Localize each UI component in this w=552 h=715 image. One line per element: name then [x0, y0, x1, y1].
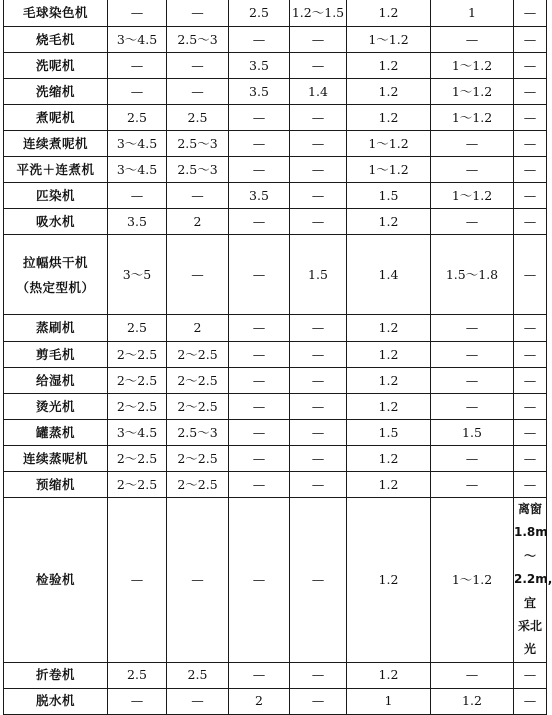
machine-name-cell: 剪毛机 — [4, 342, 108, 368]
table-row — [4, 342, 547, 368]
value-cell: 2.5 — [229, 0, 290, 27]
machine-name-cell: 脱水机 — [4, 688, 108, 714]
value-cell: — — [290, 446, 347, 472]
value-cell: 1～1.2 — [347, 131, 431, 157]
table-row — [4, 394, 547, 420]
value-cell: — — [290, 105, 347, 131]
value-cell: 3.5 — [229, 53, 290, 79]
value-cell: 2.5～3 — [167, 420, 229, 446]
value-cell: 1.2 — [347, 315, 431, 342]
table-row — [4, 235, 547, 315]
value-cell: — — [514, 394, 547, 420]
table-row — [4, 498, 547, 663]
value-cell: — — [514, 662, 547, 688]
value-cell: — — [290, 498, 347, 663]
value-cell: — — [431, 131, 514, 157]
value-cell: 3～5 — [108, 235, 167, 315]
value-cell: — — [229, 662, 290, 688]
value-cell: — — [167, 79, 229, 105]
value-cell: 1.2 — [347, 53, 431, 79]
value-cell: — — [290, 131, 347, 157]
value-cell: — — [514, 131, 547, 157]
table-row — [4, 53, 547, 79]
machine-spacing-table — [3, 0, 552, 715]
table-row — [4, 688, 547, 714]
machine-name-cell: 平洗＋连煮机 — [4, 157, 108, 183]
value-cell: 2.5 — [167, 105, 229, 131]
value-cell: 1～1.2 — [431, 53, 514, 79]
value-cell: 1.2 — [347, 79, 431, 105]
machine-name-cell: 毛球染色机 — [4, 0, 108, 27]
machine-name-cell: 给湿机 — [4, 368, 108, 394]
value-cell: 1～1.2 — [431, 105, 514, 131]
value-cell: 1.2 — [347, 105, 431, 131]
table-row — [4, 368, 547, 394]
value-cell: 1～1.2 — [347, 157, 431, 183]
value-cell: — — [167, 0, 229, 27]
value-cell: 1～1.2 — [431, 79, 514, 105]
value-cell: — — [229, 235, 290, 315]
machine-name-cell: 蒸刷机 — [4, 315, 108, 342]
value-cell: 1.5～1.8 — [431, 235, 514, 315]
value-cell: 2.5 — [108, 105, 167, 131]
machine-name-cell: 烫光机 — [4, 394, 108, 420]
value-cell: 3.5 — [108, 209, 167, 235]
table-row — [4, 0, 547, 27]
value-cell: 1.2 — [347, 394, 431, 420]
value-cell: 2.5 — [108, 662, 167, 688]
value-cell: — — [514, 79, 547, 105]
value-cell: 3～4.5 — [108, 420, 167, 446]
value-cell: — — [290, 183, 347, 209]
value-cell: — — [229, 131, 290, 157]
machine-name-line: （热定型机） — [16, 279, 95, 295]
table-row — [4, 315, 547, 342]
value-cell: 1.5 — [347, 183, 431, 209]
table-row — [4, 27, 547, 53]
value-cell: — — [229, 368, 290, 394]
value-cell: — — [431, 662, 514, 688]
value-cell: 1.2 — [347, 472, 431, 498]
value-cell: — — [290, 157, 347, 183]
value-cell: 2～2.5 — [167, 342, 229, 368]
value-cell: — — [514, 53, 547, 79]
machine-name-cell — [4, 235, 108, 315]
table-row — [4, 209, 547, 235]
value-cell: — — [290, 472, 347, 498]
table-row — [4, 446, 547, 472]
value-cell: 2.5 — [167, 662, 229, 688]
value-cell: — — [108, 498, 167, 663]
value-cell: 2.5 — [108, 315, 167, 342]
value-cell: 2～2.5 — [108, 394, 167, 420]
value-cell: 2～2.5 — [167, 368, 229, 394]
value-cell: 1 — [431, 0, 514, 27]
value-cell: 3.5 — [229, 79, 290, 105]
value-cell: — — [514, 688, 547, 714]
machine-name-cell: 洗缩机 — [4, 79, 108, 105]
value-cell: 2.5～3 — [167, 157, 229, 183]
value-cell: 1.4 — [347, 235, 431, 315]
machine-name-cell: 预缩机 — [4, 472, 108, 498]
value-cell: 2 — [229, 688, 290, 714]
value-cell: 3～4.5 — [108, 157, 167, 183]
value-cell: — — [290, 688, 347, 714]
value-cell: 1～1.2 — [431, 498, 514, 663]
value-cell: 1.2 — [347, 0, 431, 27]
value-cell: 1.2 — [347, 209, 431, 235]
value-cell: — — [290, 662, 347, 688]
table-row — [4, 131, 547, 157]
value-cell: — — [108, 53, 167, 79]
value-cell: — — [167, 498, 229, 663]
value-cell: 2 — [167, 315, 229, 342]
value-cell: — — [431, 342, 514, 368]
value-cell: — — [167, 235, 229, 315]
table-row — [4, 79, 547, 105]
value-cell: — — [290, 420, 347, 446]
value-cell: — — [514, 105, 547, 131]
machine-name-cell: 煮呢机 — [4, 105, 108, 131]
machine-name-cell: 烧毛机 — [4, 27, 108, 53]
value-cell: — — [108, 79, 167, 105]
value-cell: — — [431, 368, 514, 394]
value-cell: — — [290, 368, 347, 394]
note-line: 离窗 — [517, 502, 542, 516]
machine-name-cell: 检验机 — [4, 498, 108, 663]
value-cell: — — [431, 315, 514, 342]
value-cell: 1.5 — [431, 420, 514, 446]
value-cell: 3～4.5 — [108, 131, 167, 157]
value-cell: — — [431, 157, 514, 183]
value-cell: — — [108, 183, 167, 209]
note-line: 1.8m～ — [514, 525, 548, 563]
value-cell: — — [290, 27, 347, 53]
note-line: 采北光 — [517, 618, 542, 657]
value-cell: — — [167, 183, 229, 209]
value-cell: — — [229, 105, 290, 131]
table-row — [4, 420, 547, 446]
value-cell: — — [290, 209, 347, 235]
value-cell: — — [514, 183, 547, 209]
value-cell: — — [514, 472, 547, 498]
value-cell: — — [514, 315, 547, 342]
value-cell: 1～1.2 — [431, 183, 514, 209]
value-cell: — — [229, 472, 290, 498]
value-cell: — — [290, 315, 347, 342]
value-cell: 1.2 — [431, 688, 514, 714]
value-cell: — — [514, 235, 547, 315]
value-cell: 1～1.2 — [347, 27, 431, 53]
value-cell: 1.2 — [347, 498, 431, 663]
value-cell: — — [514, 446, 547, 472]
table-row — [4, 157, 547, 183]
value-cell: 1.5 — [347, 420, 431, 446]
value-cell: 2～2.5 — [167, 446, 229, 472]
value-cell: 2.5～3 — [167, 27, 229, 53]
machine-name-cell: 折卷机 — [4, 662, 108, 688]
value-cell: — — [431, 472, 514, 498]
value-cell: 2～2.5 — [108, 472, 167, 498]
value-cell: — — [229, 446, 290, 472]
value-cell: — — [514, 420, 547, 446]
table-row — [4, 183, 547, 209]
value-cell: — — [108, 688, 167, 714]
value-cell: — — [229, 342, 290, 368]
value-cell: — — [108, 0, 167, 27]
value-cell: — — [229, 157, 290, 183]
machine-name-cell: 洗呢机 — [4, 53, 108, 79]
value-cell: 1.2～1.5 — [290, 0, 347, 27]
value-cell: 2～2.5 — [167, 394, 229, 420]
value-cell: — — [290, 342, 347, 368]
machine-name-cell: 吸水机 — [4, 209, 108, 235]
window-distance-note — [514, 498, 552, 663]
value-cell: 2～2.5 — [108, 446, 167, 472]
value-cell: — — [167, 53, 229, 79]
value-cell: 2～2.5 — [167, 472, 229, 498]
value-cell: — — [229, 394, 290, 420]
note-line: 2.2m,宜 — [514, 572, 552, 610]
value-cell: — — [229, 27, 290, 53]
table-row — [4, 105, 547, 131]
value-cell: — — [514, 368, 547, 394]
value-cell: — — [290, 394, 347, 420]
value-cell: — — [229, 420, 290, 446]
value-cell: — — [229, 315, 290, 342]
value-cell: 2.5～3 — [167, 131, 229, 157]
value-cell: 1.4 — [290, 79, 347, 105]
value-cell: 1.5 — [290, 235, 347, 315]
value-cell: 2 — [167, 209, 229, 235]
value-cell: — — [229, 498, 290, 663]
machine-name-cell: 匹染机 — [4, 183, 108, 209]
value-cell: 1.2 — [347, 368, 431, 394]
value-cell: — — [431, 209, 514, 235]
table-row — [4, 472, 547, 498]
value-cell: 3～4.5 — [108, 27, 167, 53]
value-cell: 2～2.5 — [108, 342, 167, 368]
machine-name-line: 拉幅烘干机 — [22, 254, 88, 270]
value-cell: — — [431, 27, 514, 53]
value-cell: — — [167, 688, 229, 714]
value-cell: — — [514, 342, 547, 368]
value-cell: 3.5 — [229, 183, 290, 209]
value-cell: — — [431, 394, 514, 420]
value-cell: — — [290, 53, 347, 79]
machine-name-cell: 连续煮呢机 — [4, 131, 108, 157]
value-cell: 2～2.5 — [108, 368, 167, 394]
value-cell: 1.2 — [347, 662, 431, 688]
value-cell: — — [514, 157, 547, 183]
table-row — [4, 662, 547, 688]
machine-name-cell: 连续蒸呢机 — [4, 446, 108, 472]
machine-name-cell: 罐蒸机 — [4, 420, 108, 446]
value-cell: — — [514, 0, 547, 27]
value-cell: — — [514, 27, 547, 53]
value-cell: — — [229, 209, 290, 235]
value-cell: — — [514, 209, 547, 235]
value-cell: — — [431, 446, 514, 472]
value-cell: 1.2 — [347, 446, 431, 472]
value-cell: 1.2 — [347, 342, 431, 368]
value-cell: 1 — [347, 688, 431, 714]
